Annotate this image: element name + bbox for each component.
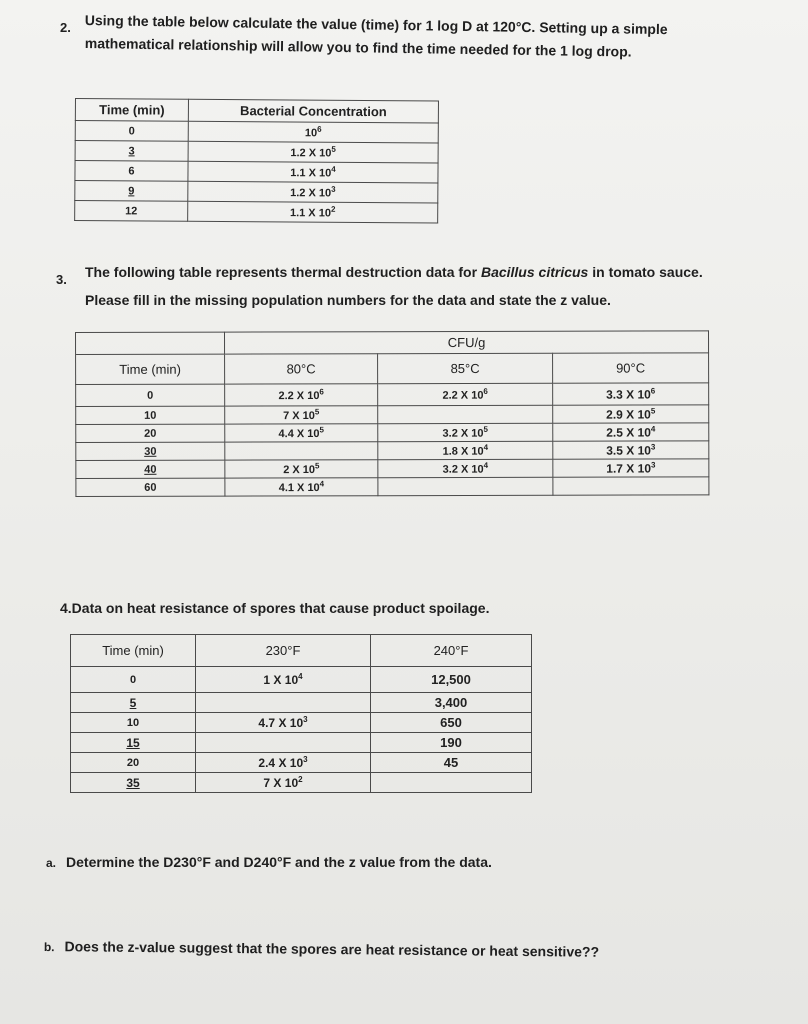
q4-230-cell xyxy=(196,693,371,713)
q2-time-cell: 3 xyxy=(75,141,188,162)
table-row xyxy=(71,667,532,693)
q3-80-cell-exponent: 5 xyxy=(315,461,320,471)
q3-line1-post: in tomato sauce. xyxy=(588,264,703,280)
q2-table xyxy=(74,98,439,224)
q3-80-cell-mantissa: 2 X 10 xyxy=(283,464,316,477)
q2-conc-cell xyxy=(188,121,438,143)
q3-85-cell-exponent: 4 xyxy=(483,461,489,471)
q2-conc-mantissa: 1.2 X 10 xyxy=(290,187,332,200)
q2-conc-mantissa: 1.2 X 10 xyxy=(290,147,332,160)
q2-conc-exponent: 2 xyxy=(330,204,336,214)
q3-85-cell xyxy=(378,383,553,405)
q3-85-cell xyxy=(378,477,553,495)
q3-90-cell xyxy=(553,441,709,459)
q2-conc-exponent: 3 xyxy=(331,184,336,194)
q3-80-cell-mantissa: 4.1 X 10 xyxy=(278,482,320,495)
q4-240-cell: 190 xyxy=(371,733,532,753)
q3-85-cell-mantissa: 1.8 X 10 xyxy=(442,445,484,458)
q4a-text: Determine the D230°F and D240°F and the z value from the data. xyxy=(66,854,492,870)
q3-line1-italic: Bacillus citricus xyxy=(480,264,589,280)
q4-time-cell: 10 xyxy=(71,713,196,733)
q3-80-cell-exponent: 5 xyxy=(314,407,320,417)
q4-time-cell: 20 xyxy=(71,753,196,773)
q4-240-cell: 45 xyxy=(371,753,532,773)
q3-90-cell xyxy=(553,459,709,477)
q3-80-cell xyxy=(225,442,378,460)
q4-240-cell: 12,500 xyxy=(371,667,532,693)
q3-80-cell-mantissa: 7 X 10 xyxy=(283,410,315,423)
q4-230-cell-exponent: 2 xyxy=(298,775,303,784)
q4-time-cell: 35 xyxy=(71,773,196,793)
q3-90-cell-exponent: 4 xyxy=(650,424,656,434)
q4-230-cell-mantissa: 7 X 10 xyxy=(263,776,299,790)
q2-header-conc: Bacterial Concentration xyxy=(188,99,438,123)
q4b-text: Does the z-value suggest that the spores are heat resistance or heat sensitive?? xyxy=(64,938,600,960)
q2-conc-cell xyxy=(188,201,438,223)
q3-80-cell-mantissa: 2.2 X 10 xyxy=(278,390,320,403)
q2-rows xyxy=(75,121,439,224)
q3-85-cell xyxy=(378,459,553,477)
q4-time-cell: 0 xyxy=(71,667,196,693)
q4-240-cell: 650 xyxy=(371,713,532,733)
q4a-label: a. xyxy=(46,856,57,870)
q4-240-cell xyxy=(371,773,532,793)
q2-conc-exponent: 4 xyxy=(331,164,336,174)
q4b xyxy=(44,936,599,963)
q3-85-cell xyxy=(378,423,553,441)
q2-conc-exponent: 5 xyxy=(331,144,336,154)
q3-90-cell-exponent: 3 xyxy=(650,460,656,470)
q4-230-cell xyxy=(196,733,371,753)
q2-number: 2. xyxy=(60,20,71,35)
q4-230-cell-mantissa: 1 X 10 xyxy=(263,673,299,687)
q3-90-cell-exponent: 6 xyxy=(650,386,656,396)
q3-90-cell-mantissa: 2.5 X 10 xyxy=(606,425,651,440)
q3-90-cell-mantissa: 1.7 X 10 xyxy=(606,461,652,476)
table-row xyxy=(71,753,532,773)
table-row xyxy=(75,161,438,184)
q3-line1 xyxy=(85,262,703,282)
q2-conc-cell xyxy=(188,181,438,203)
q3-header-90: 90°C xyxy=(553,353,709,383)
q3-85-cell-exponent: 6 xyxy=(483,387,488,397)
q3-80-cell-exponent: 4 xyxy=(319,479,325,489)
q3-90-cell-mantissa: 3.3 X 10 xyxy=(606,387,651,402)
q3-header-time: Time (min) xyxy=(76,354,225,384)
q2-conc-mantissa: 10 xyxy=(304,127,318,140)
q3-90-cell xyxy=(553,423,709,441)
q4-230-cell-exponent: 4 xyxy=(298,672,303,681)
q2-conc-mantissa: 1.1 X 10 xyxy=(289,207,332,220)
q4-230-cell xyxy=(196,667,371,693)
q3-80-cell xyxy=(225,478,378,496)
q4-230-cell-mantissa: 4.7 X 10 xyxy=(258,716,304,730)
table-row xyxy=(76,477,709,497)
table-row xyxy=(75,181,438,204)
q3-90-cell xyxy=(553,383,709,405)
q4-230-cell-mantissa: 2.4 X 10 xyxy=(258,756,304,770)
q3-time-cell: 10 xyxy=(76,406,225,424)
table-row xyxy=(76,423,709,443)
q4a xyxy=(46,852,492,873)
q3-90-cell-exponent: 3 xyxy=(650,442,656,452)
q3-blank-cell xyxy=(76,332,225,354)
q4-230-cell xyxy=(196,713,371,733)
q4b-label: b. xyxy=(43,939,55,955)
q2-conc-mantissa: 1.1 X 10 xyxy=(290,167,332,180)
table-row xyxy=(71,713,532,733)
q4-230-cell-exponent: 3 xyxy=(303,715,308,724)
q2-header-time: Time (min) xyxy=(75,99,188,122)
q2-conc-cell xyxy=(188,161,438,183)
q4-header-time: Time (min) xyxy=(71,635,196,667)
q3-80-cell-exponent: 5 xyxy=(319,425,324,435)
table-row xyxy=(76,441,709,461)
q3-80-cell-exponent: 6 xyxy=(319,387,324,397)
q3-80-cell xyxy=(225,406,378,424)
q4-rows xyxy=(71,667,532,793)
q3-line2: Please fill in the missing population numbers for the data and state the z value. xyxy=(85,292,611,308)
q3-time-cell: 40 xyxy=(76,460,225,478)
q2-conc-exponent: 6 xyxy=(317,124,322,134)
q3-85-cell-mantissa: 3.2 X 10 xyxy=(442,427,484,440)
q2-conc-cell xyxy=(188,141,438,163)
q3-time-cell: 0 xyxy=(76,384,225,406)
q3-90-cell-mantissa: 3.5 X 10 xyxy=(606,443,651,458)
q2-time-cell: 9 xyxy=(75,181,188,202)
q3-85-cell xyxy=(378,405,553,423)
q2-time-cell: 6 xyxy=(75,161,188,182)
table-row xyxy=(71,733,532,753)
table-row xyxy=(75,121,438,144)
q4-time-cell: 5 xyxy=(71,693,196,713)
q3-80-cell xyxy=(225,384,378,406)
q3-85-cell-mantissa: 2.2 X 10 xyxy=(442,389,484,402)
table-row xyxy=(71,773,532,793)
q2-time-cell: 0 xyxy=(75,121,188,142)
q3-time-cell: 20 xyxy=(76,424,225,442)
q3-time-cell: 60 xyxy=(76,478,225,496)
q3-90-cell xyxy=(553,477,709,495)
q4-header-230: 230°F xyxy=(196,635,371,667)
q3-80-cell-mantissa: 4.4 X 10 xyxy=(278,428,320,441)
q4-table xyxy=(70,634,532,793)
table-row xyxy=(76,459,709,479)
q4-title: 4.Data on heat resistance of spores that cause product spoilage. xyxy=(60,600,490,616)
q3-90-cell-mantissa: 2.9 X 10 xyxy=(606,407,651,422)
q3-85-cell-exponent: 5 xyxy=(483,425,488,435)
q4-230-cell-exponent: 3 xyxy=(303,755,308,764)
q3-80-cell xyxy=(225,424,378,442)
q4-240-cell: 3,400 xyxy=(371,693,532,713)
q3-header-85: 85°C xyxy=(378,353,553,383)
q2-line2: mathematical relationship will allow you to find the time needed for the 1 log drop. xyxy=(84,34,632,60)
q3-85-cell-exponent: 4 xyxy=(483,443,489,453)
q3-line1-pre: The following table represents thermal destruction data for xyxy=(85,264,481,280)
q4-230-cell xyxy=(196,773,371,793)
q3-header-80: 80°C xyxy=(225,354,378,384)
q4-time-cell: 15 xyxy=(71,733,196,753)
table-row xyxy=(75,201,438,224)
table-row xyxy=(71,693,532,713)
q4-header-240: 240°F xyxy=(371,635,532,667)
table-row xyxy=(76,383,709,407)
q2-line1: Using the table below calculate the value (time) for 1 log D at 120°C. Setting up a simple xyxy=(84,11,668,38)
q3-rows xyxy=(76,383,709,497)
table-row xyxy=(75,141,438,164)
q2-time-cell: 12 xyxy=(75,201,188,222)
q3-85-cell xyxy=(378,441,553,459)
q3-table xyxy=(75,330,709,497)
q3-90-cell-exponent: 5 xyxy=(650,406,656,416)
q3-unit: CFU/g xyxy=(225,331,709,354)
q3-time-cell: 30 xyxy=(76,442,225,460)
q3-80-cell xyxy=(225,460,378,478)
q3-number: 3. xyxy=(56,272,67,287)
q4-230-cell xyxy=(196,753,371,773)
table-row xyxy=(76,405,709,425)
q3-90-cell xyxy=(553,405,709,423)
q3-85-cell-mantissa: 3.2 X 10 xyxy=(442,463,484,476)
